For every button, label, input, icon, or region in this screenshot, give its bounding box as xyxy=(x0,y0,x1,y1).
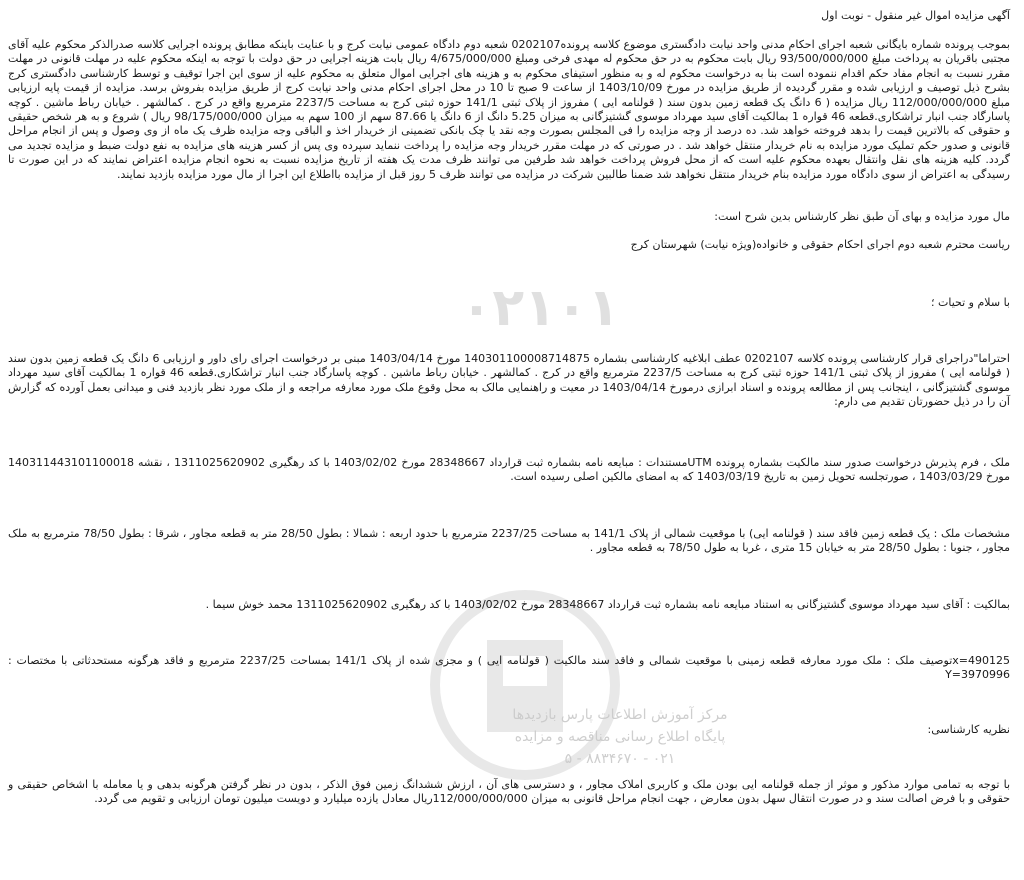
greeting-line: با سلام و تحیات ؛ xyxy=(931,296,1010,309)
addressee-line: ریاست محترم شعبه دوم اجرای احکام حقوقی و خانواده(ویژه نیابت) شهرستان کرج xyxy=(630,238,1010,251)
watermark-caption-line: مرکز آموزش اطلاعات پارس بازدیدها xyxy=(512,707,728,723)
description-paragraph: 490125=xتوصیف ملک : ملک مورد معارفه قطعه زمینی با موقعیت شمالی و فاقد سند مالکیت ( قولنامه ایی ) و مجزی شده از پلاک 141/1 بمساحت 2237/25 مترمربع و فاقد هرگونه مستحدثاتی با مختصات : Y=3970996 xyxy=(8,654,1010,682)
ownership-paragraph: بمالکیت : آقای سید مهرداد موسوی گشتیزگانی به استناد مبایعه نامه بشماره ثبت قرارداد 28348667 مورخ 1403/02/02 با کد رهگیری 1311025620902 محمد خوش سیما . xyxy=(205,598,1010,611)
specs-paragraph: مشخصات ملک : یک قطعه زمین فاقد سند ( قولنامه ایی) با موقعیت شمالی از پلاک 141/1 به مساحت 2237/25 مترمربع با حدود اربعه : شمالا : بطول 28/50 متر به قطعه مجاور ، شرقا : بطول 78/50 مترمربع به ملک مجاور ، جنوبا : بطول 28/50 متر به خیابان 15 متری ، غربا به طول 78/50 به قطعه مجاور . xyxy=(8,527,1011,555)
opinion-heading: نظریه کارشناسی: xyxy=(927,723,1010,736)
watermark-caption-line: پایگاه اطلاع رسانی مناقصه و مزایده xyxy=(514,729,726,745)
section-heading: مال مورد مزایده و بهای آن طبق نظر کارشناس بدین شرح است: xyxy=(714,210,1010,223)
opinion-paragraph: با توجه به تمامی موارد مذکور و موثر از جمله قولنامه ایی بودن ملک و کاربری املاک مجاور ، و دسترسی های آن ، ارزش ششدانگ زمین فوق الذکر ، بدون در نظر گرفتن هرگونه بدهی و یا معامله با اشخاص حقیقی و حقوقی و با فرض اصالت سند و در صورت انتقال سهل بدون معارض ، جهت انجام مراحل قانونی به میزان 112/000/000/000ریال معادل یازده میلیارد و دویست میلیون تومان ارزیابی و تقویم می گردد. xyxy=(8,778,1010,806)
watermark-caption xyxy=(470,704,770,770)
watermark-digits: ۰۲۱۰۱ xyxy=(460,278,620,338)
documents-paragraph: ملک ، فرم پذیرش درخواست صدور سند مالکیت بشماره پرونده UTMمستندات : مبایعه نامه بشماره ثبت قرارداد 28348667 مورخ 1403/02/02 با کد رهگیری 1311025620902 ، نقشه 140311443101100018 مورخ 1403/03/29 ، صورتجلسه تحویل زمین به تاریخ 1403/03/19 که به امضای مالکین اصلی رسیده است. xyxy=(8,456,1010,484)
watermark-caption-line: ۰۲۱ - ۸۸۳۴۶۷۰ - ۵ xyxy=(564,751,676,767)
document-title: آگهی مزایده اموال غیر منقول - نوبت اول xyxy=(821,9,1010,22)
respect-paragraph: احتراما"دراجرای قرار کارشناسی پرونده کلاسه 0202107 عطف ابلاغیه کارشناسی بشماره 140301100008714875 مورخ 1403/04/14 مبنی بر درخواست اجرای رای داور و ارزیابی 6 دانگ یک قطعه زمین بدون سند ( قولنامه ایی ) مفروز از پلاک ثبتی 141/1 حوزه ثبتی کرج به مساحت 2237/5 مترمربع واقع در کرج . کمالشهر . خیابان رباط ماشین . کوچه پاسارگاد جنب انبار تراشکاری.قطعه 46 قواره 1 بمالکیت آقای سید مهرداد موسوی گشتیزگانی ، اینجانب پس از مطالعه پرونده و اسناد ابرازی درمورخ 1403/04/14 در معیت و راهنمایی مالک به محل وقوع ملک مورد معارفه مراجعه و از ملک مورد نظر بازدید فنی و میدانی بعمل آورده که گزارش آن را در ذیل حضورتان تقدیم می دارم: xyxy=(8,352,1011,409)
intro-paragraph: بموجب پرونده شماره بایگانی شعبه اجرای احکام مدنی واحد نیابت دادگستری موضوع کلاسه پرونده0202107 شعبه دوم دادگاه عمومی نیابت کرج و با عنایت باینکه مطابق پرونده اجرایی کلاسه صدرالذکر محکوم علیه آقای مجتبی باقریان به پرداخت مبلغ 93/500/000/000 ریال بابت محکوم به در حق محکوم له مهدی فرخی ومبلغ 4/675/000/000 ریال بابت هزینه اجرایی در حق دولت با توجه به اینکه محکوم علیه در مهلت قانونی در مهلت مقرر نسبت به انجام مفاد حکم اقدام ننموده است بنا به درخواست محکوم له و به منظور استیفای محکوم به و هزینه های اجرایی اموال متعلق به محکوم علیه از سوی این اجرا توقیف و توسط کارشناسی دادگستری کرج بشرح ذیل توصیف و ارزیابی شده و مقرر گردیده از طریق مزایده در مورخ 1403/10/09 از ساعت 9 صبح تا 10 در محل اجرای احکام مدنی واحد نیابت کرج از طریق مزایده بفروش برسد. مزایده از قیمت پایه ارزیابی مبلغ 112/000/000/000 ریال مزایده ( 6 دانگ یک قطعه زمین بدون سند ( قولنامه ایی ) مفروز از پلاک ثبتی 141/1 حوزه ثبتی کرج به مساحت 2237/5 مترمربع واقع در کرج . کمالشهر . خیابان رباط ماشین . کوچه پاسارگاد جنب انبار تراشکاری.قطعه 46 قواره 1 بمالکیت آقای سید مهرداد موسوی گشتیزگانی به میزان 5.25 دانگ از 6 دانگ یا 87.66 سهم از 100 سهم به میزان 98/175/000/000 ریال ) شروع و به هر شخص حقیقی و حقوقی که بالاترین قیمت را بدهد فروخته خواهد شد. ده درصد از وجه مزایده را فی المجلس بصورت وجه نقد یا چک بانکی تضمینی از خریدار اخذ و الباقی وجه مزایده ظرف یک ماه از وی وصول و پس از انجام مراحل قانونی و صدور حکم تملیک مورد مزایده به نام خریدار منتقل خواهد شد . در صورتی که در مهلت مقرر خریدار وجه مزایده را پرداخت ننماید سپرده وی پس از کسر هزینه های مزایده به نفع دولت ضبط و مزایده تجدید می گردد. کلیه هزینه های نقل وانتقال بعهده محکوم علیه است که از محل فروش پرداخت خواهد شد طرفین می توانند ظرف مدت یک هفته از تاریخ مزایده نسبت به نحوه انجام مزایده اعتراض نمایند که در این صورت تا رسیدگی به اعتراض از سوی دادگاه مورد مزایده بنام خریدار منتقل نخواهد شد ضمنا طالبین شرکت در مزایده می توانند ظرف 5 روز قبل از مزایده بااطلاع این اجرا از مال مورد مزایده بازدید نمایند. xyxy=(8,38,1011,181)
